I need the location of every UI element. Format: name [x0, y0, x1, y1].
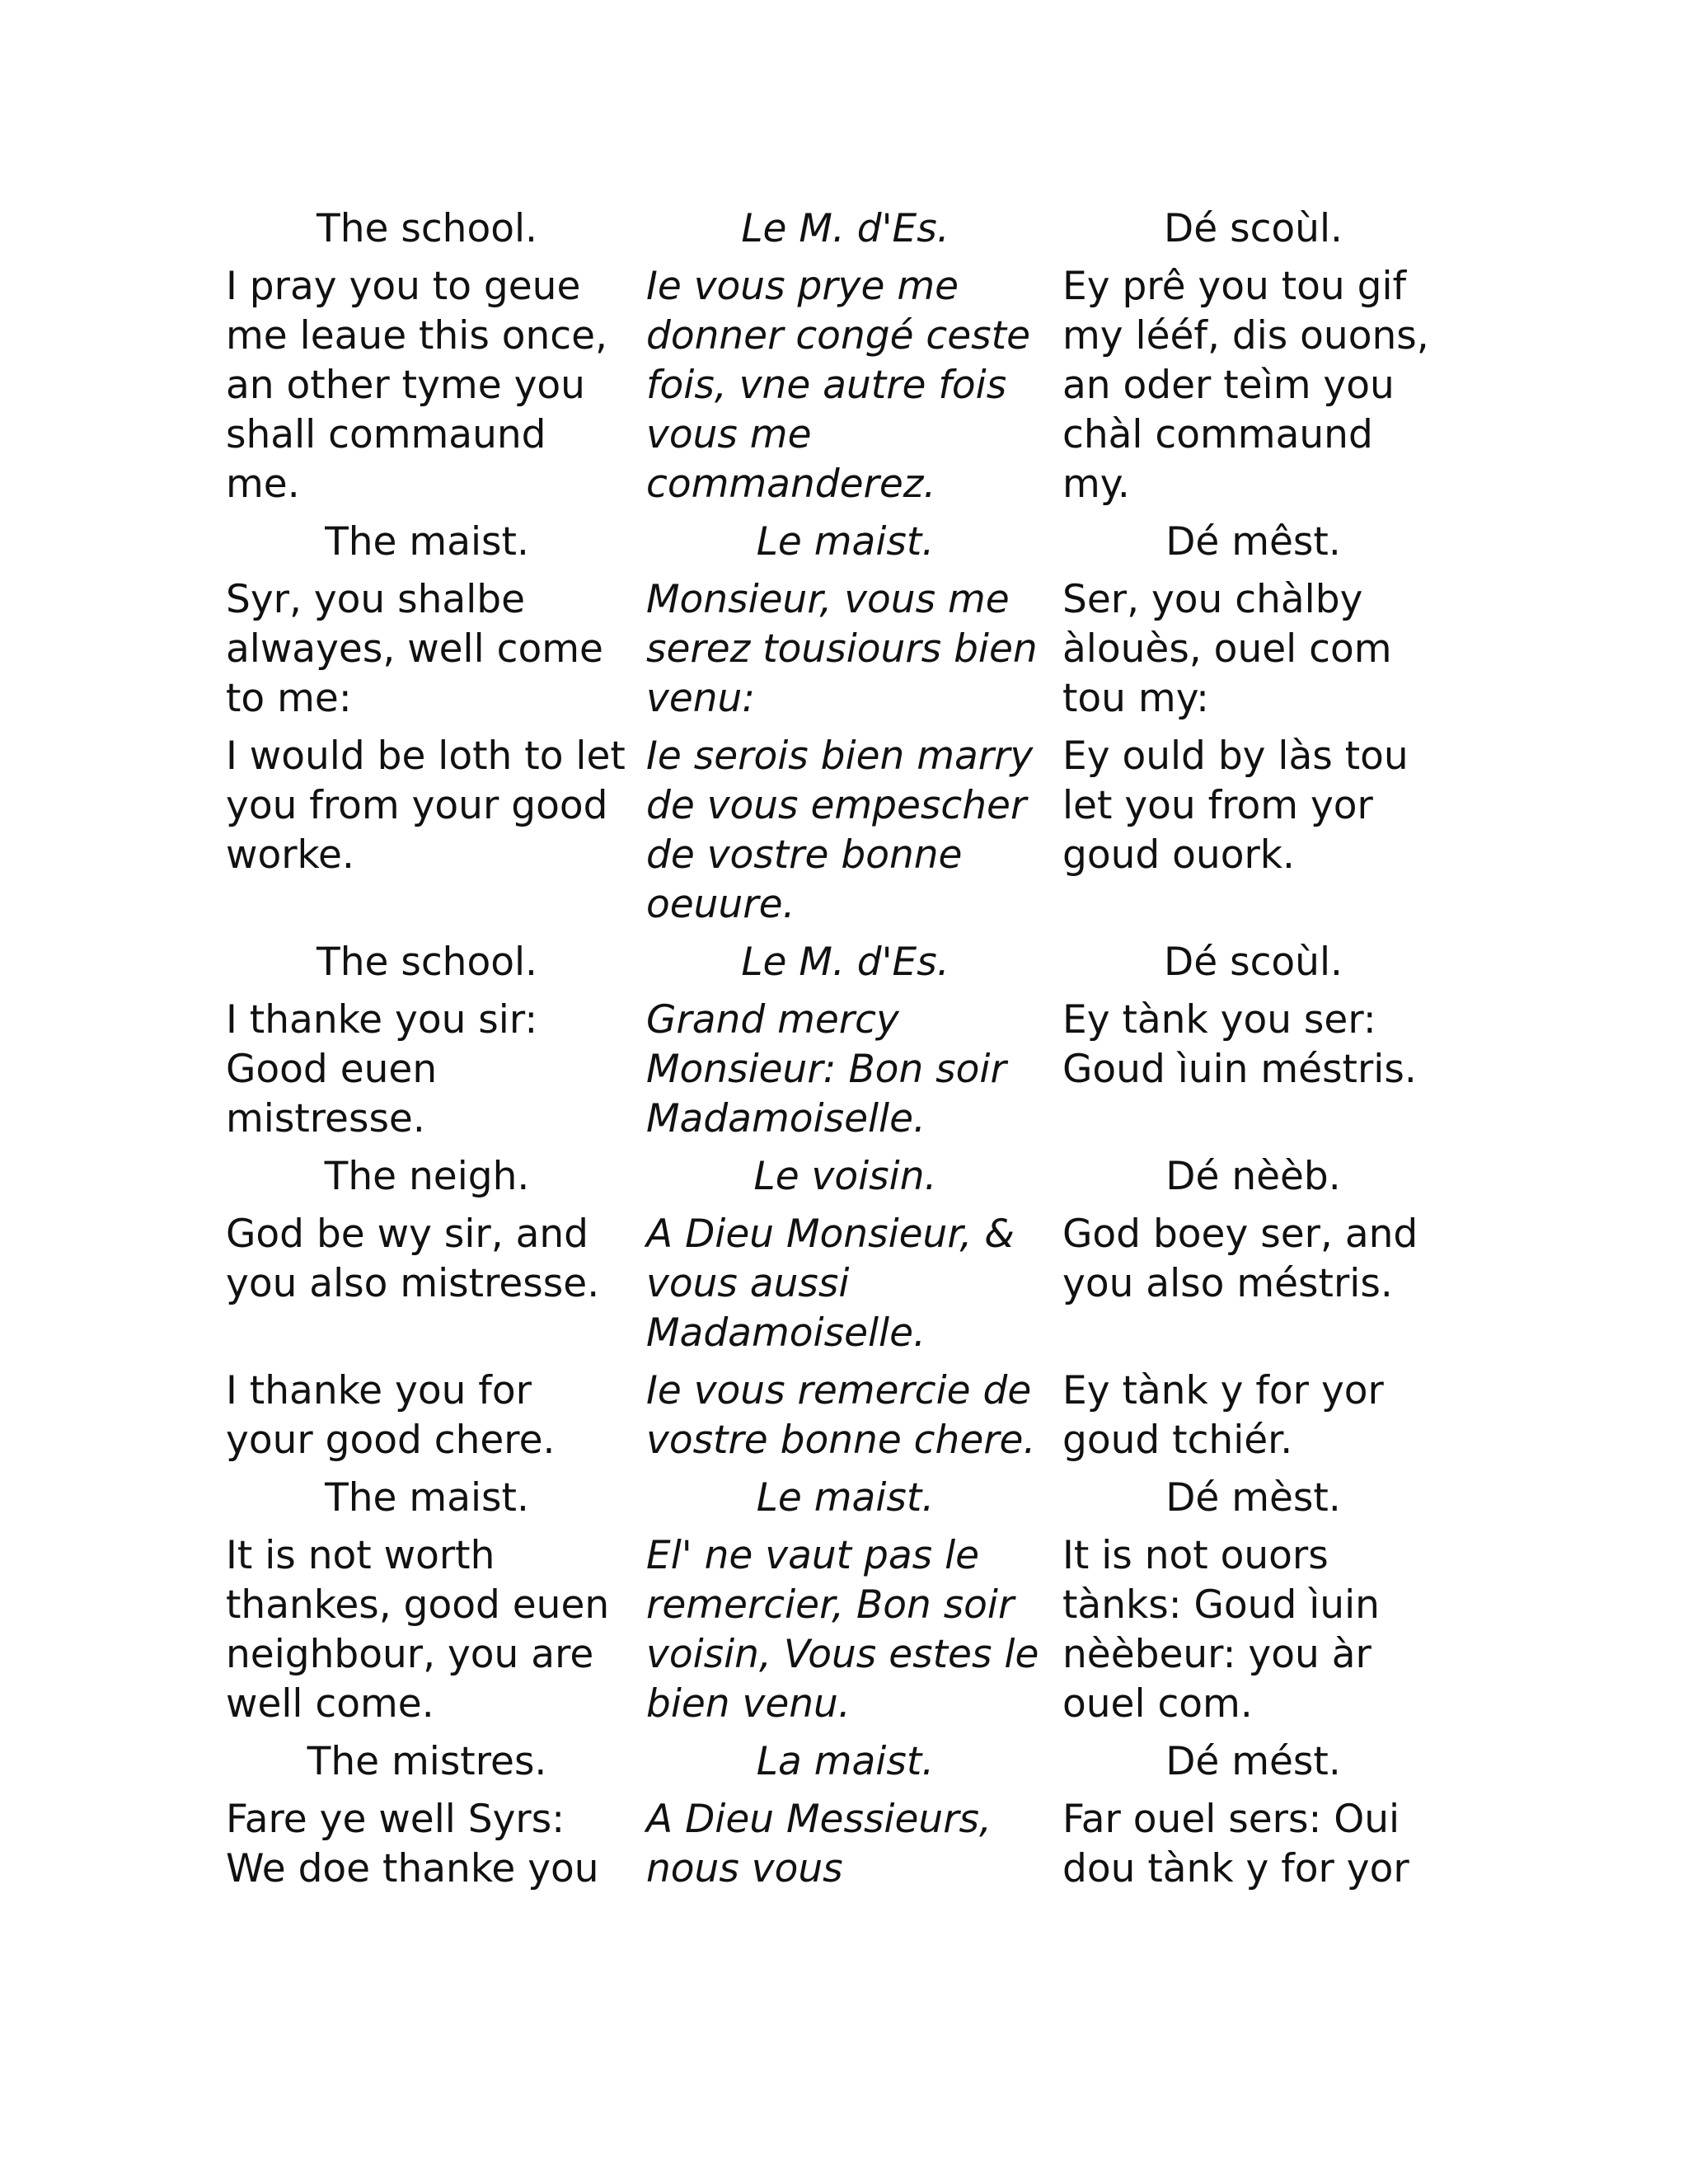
dialogue-row: [226, 1210, 1462, 1358]
line-phonetic: Ey prê you tou gif my lééf, dis ouons, an oder teìm you chàl commaund my.: [1062, 264, 1429, 507]
line-phonetic: God boey ser, and you also méstris.: [1062, 1212, 1418, 1306]
line-french: A Dieu Monsieur, & vous aussi Madamoiselle.: [646, 1212, 1015, 1356]
line-french: Grand mercy Monsieur: Bon soir Madamoiselle.: [646, 997, 1006, 1141]
speaker-english: The school.: [316, 206, 537, 251]
speaker-phonetic: Dé mèst.: [1165, 1475, 1341, 1521]
line-french: Ie vous remercie de vostre bonne chere.: [646, 1368, 1036, 1463]
line-english: It is not worth thankes, good euen neighbour, you are well come.: [226, 1533, 610, 1727]
speaker-french: La maist.: [756, 1739, 935, 1784]
dialogue-row: [226, 1366, 1462, 1465]
line-french: Ie vous prye me donner congé ceste fois, vne autre fois vous me commanderez.: [646, 264, 1031, 507]
dialogue-row: [226, 1795, 1462, 1894]
speaker-phonetic: Dé mést.: [1165, 1739, 1341, 1784]
line-english: Fare ye well Syrs: We doe thanke you: [226, 1797, 599, 1891]
dialogue-row: [226, 1531, 1462, 1729]
speaker-phonetic: Dé scoùl.: [1164, 940, 1343, 985]
dialogue-row: [226, 262, 1462, 509]
line-english: I would be loth to let you from your good worke.: [226, 733, 626, 878]
line-english: I thanke you sir: Good euen mistresse.: [226, 997, 538, 1141]
line-phonetic: It is not ouors tànks: Goud ìuin nèèbeur: you àr ouel com.: [1062, 1533, 1380, 1727]
speaker-phonetic: Dé scoùl.: [1164, 206, 1343, 251]
trilingual-dialogue-page: [226, 204, 1462, 1902]
speaker-english: The maist.: [325, 519, 529, 565]
line-french: A Dieu Messieurs, nous vous: [646, 1797, 992, 1891]
line-english: I thanke you for your good chere.: [226, 1368, 556, 1463]
dialogue-row: [226, 996, 1462, 1144]
line-phonetic: Ey tànk you ser: Goud ìuin méstris.: [1062, 997, 1417, 1092]
dialogue-row: [226, 732, 1462, 930]
speaker-english: The mistres.: [307, 1739, 547, 1784]
speaker-french: Le maist.: [756, 519, 935, 565]
speaker-french: Le M. d'Es.: [741, 940, 950, 985]
speaker-row: [226, 1737, 1462, 1787]
line-french: Monsieur, vous me serez tousiours bien venu:: [646, 577, 1038, 721]
speaker-english: The maist.: [325, 1475, 529, 1521]
line-english: God be wy sir, and you also mistresse.: [226, 1212, 600, 1306]
speaker-english: The neigh.: [324, 1154, 530, 1199]
speaker-french: Le voisin.: [753, 1154, 937, 1199]
line-phonetic: Far ouel sers: Oui dou tànk y for yor: [1062, 1797, 1409, 1891]
speaker-row: [226, 204, 1462, 254]
speaker-english: The school.: [316, 940, 537, 985]
line-phonetic: Ser, you chàlby àlouès, ouel com tou my:: [1062, 577, 1392, 721]
line-french: El' ne vaut pas le remercier, Bon soir voisin, Vous estes le bien venu.: [646, 1533, 1039, 1727]
speaker-phonetic: Dé nèèb.: [1165, 1154, 1341, 1199]
line-phonetic: Ey ould by làs tou let you from yor goud ouork.: [1062, 733, 1409, 878]
speaker-phonetic: Dé mêst.: [1165, 519, 1341, 565]
speaker-row: [226, 1474, 1462, 1523]
dialogue-row: [226, 575, 1462, 724]
speaker-row: [226, 938, 1462, 987]
line-phonetic: Ey tànk y for yor goud tchiér.: [1062, 1368, 1384, 1463]
line-english: I pray you to geue me leaue this once, an other tyme you shall commaund me.: [226, 264, 608, 507]
line-french: Ie serois bien marry de vous empescher de vostre bonne oeuure.: [646, 733, 1034, 927]
speaker-row: [226, 518, 1462, 567]
speaker-french: Le M. d'Es.: [741, 206, 950, 251]
line-english: Syr, you shalbe alwayes, well come to me:: [226, 577, 603, 721]
speaker-french: Le maist.: [756, 1475, 935, 1521]
speaker-row: [226, 1152, 1462, 1202]
